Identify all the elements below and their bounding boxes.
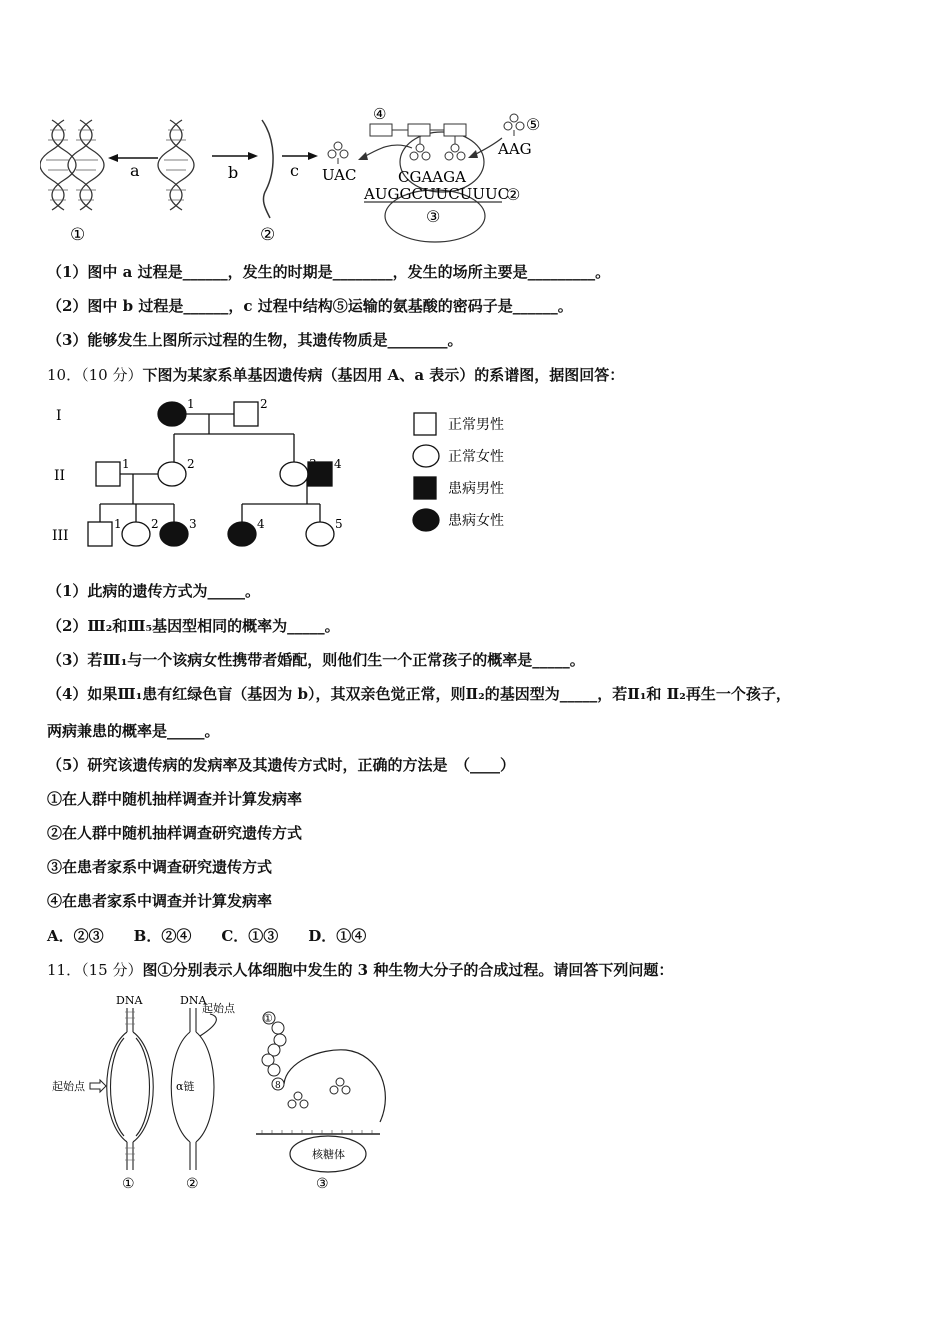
pedigree-num-II-4: 4 xyxy=(334,457,342,471)
alpha-chain-label: α链 xyxy=(176,1080,195,1093)
trna-panel3-icon xyxy=(288,1078,350,1108)
numeral-3: ③ xyxy=(426,207,441,226)
q11-number: 11．（15 分） xyxy=(47,961,143,979)
pedigree-num-III-4: 4 xyxy=(257,517,265,531)
q10-part2: （2）Ⅲ₂和Ⅲ₅基因型相同的概率为_____。 xyxy=(47,617,340,635)
pedigree-num-III-2: 2 xyxy=(151,517,159,531)
pedigree-II-4 xyxy=(308,462,332,486)
q11-header xyxy=(47,960,673,980)
q10-choices: A．②③ B．②④ C．①③ D．①④ xyxy=(47,927,367,945)
pedigree-III-4 xyxy=(228,522,256,546)
codon-uac: UAC xyxy=(322,166,357,184)
q9-part2: （2）图中 b 过程是______，c 过程中结构⑤运输的氨基酸的密码子是______。 xyxy=(47,297,573,315)
gen-label-3: III xyxy=(52,528,69,544)
pedigree-num-II-2: 2 xyxy=(187,457,195,471)
q10-option3: ③在患者家系中调查研究遗传方式 xyxy=(47,858,273,876)
q10-option2: ②在人群中随机抽样调查研究遗传方式 xyxy=(47,824,303,842)
q10-stem: 下图为某家系单基因遗传病（基因用 A、a 表示）的系谱图，据图回答： xyxy=(142,366,625,384)
numeral-1-chain: ① xyxy=(263,1012,273,1025)
legend-label-1: 正常男性 xyxy=(448,417,504,433)
q10-header xyxy=(47,365,624,385)
dna-label-2: DNA xyxy=(180,994,207,1007)
dna-helix-1 xyxy=(40,120,194,210)
pedigree-I-2 xyxy=(234,402,258,426)
label-b: b xyxy=(228,163,239,182)
pedigree-III-5 xyxy=(306,522,334,546)
q10-part3: （3）若Ⅲ₁与一个该病女性携带者婚配，则他们生一个正常孩子的概率是_____。 xyxy=(47,651,585,669)
dna-label-1: DNA xyxy=(116,994,143,1007)
pedigree-num-III-5: 5 xyxy=(335,517,343,531)
numeral-1: ① xyxy=(70,225,86,245)
label-a: a xyxy=(130,161,140,180)
panel-numeral-2: ② xyxy=(186,1176,199,1192)
pedigree-num-III-3: 3 xyxy=(189,517,197,531)
q10-number: 10．（10 分） xyxy=(47,366,143,384)
panel-numeral-1: ① xyxy=(122,1176,135,1192)
q10-part4b: 两病兼患的概率是_____。 xyxy=(47,722,220,740)
synthesis-figure xyxy=(50,992,390,1192)
legend-label-3: 患病男性 xyxy=(448,481,504,497)
legend-symbol-2 xyxy=(413,445,439,467)
legend-symbol-4 xyxy=(413,509,439,531)
panel-numeral-3: ③ xyxy=(316,1176,329,1192)
q9-part3: （3）能够发生上图所示过程的生物，其遗传物质是________。 xyxy=(47,331,463,349)
pedigree-num-II-1: 1 xyxy=(122,457,130,471)
numeral-5: ⑤ xyxy=(526,115,541,134)
pedigree-I-1 xyxy=(158,402,186,426)
pedigree-num-I-1: 1 xyxy=(187,397,195,411)
q10-part4a: （4）如果Ⅲ₁患有红绿色盲（基因为 b），其双亲色觉正常，则Ⅱ₂的基因型为_____，若Ⅱ₁和 Ⅱ₂再生一个孩子， xyxy=(47,685,791,703)
legend-label-2: 正常女性 xyxy=(448,449,504,465)
numeral-4: ④ xyxy=(373,105,387,123)
ribosome-label: 核糖体 xyxy=(312,1148,345,1161)
pedigree-num-III-1: 1 xyxy=(114,517,122,531)
legend-symbol-1 xyxy=(414,413,436,435)
numeral-2b: ② xyxy=(506,185,521,204)
origin-label-2: 起始点 xyxy=(202,1002,235,1015)
label-c: c xyxy=(290,161,299,180)
codon-aag: AAG xyxy=(498,140,532,158)
gene-expression-figure xyxy=(40,100,560,248)
origin-label-1: 起始点 xyxy=(52,1080,85,1093)
pedigree-chart xyxy=(40,392,530,562)
codon-mrna: AUGGCUUCUUUC xyxy=(364,185,510,203)
trna-right-icon xyxy=(504,114,524,136)
q10-part5: （5）研究该遗传病的发病率及其遗传方式时，正确的方法是 （____） xyxy=(47,756,515,774)
q10-part1: （1）此病的遗传方式为_____。 xyxy=(47,582,260,600)
pedigree-II-3 xyxy=(280,462,308,486)
numeral-2: ② xyxy=(260,225,276,245)
pedigree-II-1 xyxy=(96,462,120,486)
pedigree-III-2 xyxy=(122,522,150,546)
numeral-8-chain: 8 xyxy=(275,1081,281,1091)
q11-stem: 图①分别表示人体细胞中发生的 3 种生物大分子的合成过程。请回答下列问题： xyxy=(142,961,674,979)
gen-label-2: II xyxy=(54,468,66,484)
legend-symbol-3 xyxy=(414,477,436,499)
q10-option1: ①在人群中随机抽样调查并计算发病率 xyxy=(47,790,303,808)
codon-cgaaga: CGAAGA xyxy=(398,168,466,186)
legend-label-4: 患病女性 xyxy=(448,513,504,529)
q10-option4: ④在患者家系中调查并计算发病率 xyxy=(47,892,273,910)
pedigree-III-1 xyxy=(88,522,112,546)
pedigree-III-3 xyxy=(160,522,188,546)
trna-left-icon xyxy=(328,142,348,164)
gen-label-1: I xyxy=(56,408,62,424)
q9-part1: （1）图中 a 过程是______，发生的时期是________，发生的场所主要是_________。 xyxy=(47,263,611,281)
pedigree-num-I-2: 2 xyxy=(260,397,268,411)
pedigree-II-2 xyxy=(158,462,186,486)
